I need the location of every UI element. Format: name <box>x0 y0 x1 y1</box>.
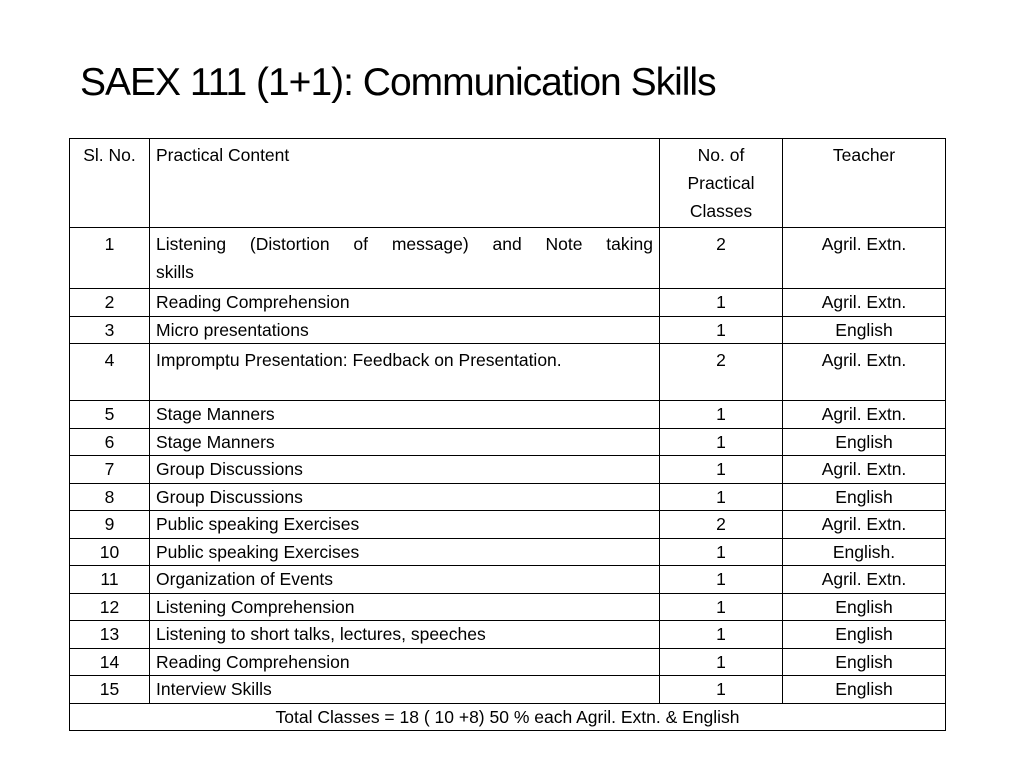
slide-title: SAEX 111 (1+1): Communication Skills <box>80 61 716 104</box>
row-sl-no: 1 <box>70 228 150 289</box>
row-sl-no: 9 <box>70 511 150 539</box>
header-sl-no: Sl. No. <box>70 139 150 228</box>
row-content: Organization of Events <box>150 566 660 594</box>
row-num-classes: 1 <box>660 648 783 676</box>
row-content: Reading Comprehension <box>150 648 660 676</box>
row-content: Group Discussions <box>150 456 660 484</box>
row-content <box>150 228 660 289</box>
row-sl-no: 3 <box>70 316 150 344</box>
table-footer-row <box>70 703 946 731</box>
row-content: Listening Comprehension <box>150 593 660 621</box>
row-teacher: Agril. Extn. <box>783 289 946 317</box>
row-sl-no: 7 <box>70 456 150 484</box>
row-teacher: Agril. Extn. <box>783 228 946 289</box>
row-sl-no: 4 <box>70 344 150 401</box>
table-header-row <box>70 139 946 228</box>
table-row <box>70 593 946 621</box>
table-row <box>70 228 946 289</box>
row-content-line2: skills <box>156 262 194 282</box>
row-teacher: English <box>783 428 946 456</box>
row-teacher: Agril. Extn. <box>783 456 946 484</box>
row-content: Impromptu Presentation: Feedback on Presentation. <box>150 344 660 401</box>
table-row <box>70 511 946 539</box>
row-teacher: English <box>783 676 946 704</box>
row-content: Public speaking Exercises <box>150 511 660 539</box>
header-num-classes-label: No. of Practical Classes <box>687 145 755 221</box>
row-content: Group Discussions <box>150 483 660 511</box>
row-teacher: Agril. Extn. <box>783 511 946 539</box>
row-sl-no: 13 <box>70 621 150 649</box>
row-teacher: English <box>783 621 946 649</box>
row-content: Listening to short talks, lectures, speeches <box>150 621 660 649</box>
table-row <box>70 538 946 566</box>
row-num-classes: 1 <box>660 538 783 566</box>
row-teacher: Agril. Extn. <box>783 401 946 429</box>
row-num-classes: 1 <box>660 316 783 344</box>
row-content: Interview Skills <box>150 676 660 704</box>
table-row <box>70 566 946 594</box>
header-num-classes <box>660 139 783 228</box>
row-sl-no: 14 <box>70 648 150 676</box>
row-sl-no: 15 <box>70 676 150 704</box>
row-sl-no: 10 <box>70 538 150 566</box>
row-sl-no: 11 <box>70 566 150 594</box>
row-teacher: English. <box>783 538 946 566</box>
row-teacher: English <box>783 593 946 621</box>
header-practical-content: Practical Content <box>150 139 660 228</box>
row-teacher: Agril. Extn. <box>783 344 946 401</box>
row-sl-no: 2 <box>70 289 150 317</box>
row-content: Stage Manners <box>150 428 660 456</box>
row-content-line1: Listening (Distortion of message) and Note taking <box>156 234 653 254</box>
table-row <box>70 621 946 649</box>
row-num-classes: 1 <box>660 593 783 621</box>
row-num-classes: 1 <box>660 401 783 429</box>
table-row <box>70 316 946 344</box>
row-num-classes: 1 <box>660 289 783 317</box>
row-sl-no: 8 <box>70 483 150 511</box>
row-teacher: Agril. Extn. <box>783 566 946 594</box>
table-row <box>70 344 946 401</box>
row-num-classes: 1 <box>660 428 783 456</box>
row-content: Public speaking Exercises <box>150 538 660 566</box>
practicals-table <box>69 138 946 731</box>
table-row <box>70 456 946 484</box>
table-row <box>70 401 946 429</box>
row-num-classes: 1 <box>660 456 783 484</box>
row-num-classes: 1 <box>660 566 783 594</box>
row-num-classes: 1 <box>660 676 783 704</box>
row-num-classes: 2 <box>660 511 783 539</box>
row-content: Micro presentations <box>150 316 660 344</box>
row-num-classes: 2 <box>660 228 783 289</box>
row-teacher: English <box>783 316 946 344</box>
row-content: Stage Manners <box>150 401 660 429</box>
row-sl-no: 12 <box>70 593 150 621</box>
total-classes-summary: Total Classes = 18 ( 10 +8) 50 % each Agril. Extn. & English <box>70 703 946 731</box>
row-num-classes: 1 <box>660 483 783 511</box>
row-teacher: English <box>783 483 946 511</box>
row-teacher: English <box>783 648 946 676</box>
table-row <box>70 648 946 676</box>
row-sl-no: 6 <box>70 428 150 456</box>
row-sl-no: 5 <box>70 401 150 429</box>
table-row <box>70 676 946 704</box>
row-num-classes: 1 <box>660 621 783 649</box>
row-num-classes: 2 <box>660 344 783 401</box>
table-row <box>70 483 946 511</box>
table-row <box>70 428 946 456</box>
header-teacher: Teacher <box>783 139 946 228</box>
table-row <box>70 289 946 317</box>
row-content: Reading Comprehension <box>150 289 660 317</box>
